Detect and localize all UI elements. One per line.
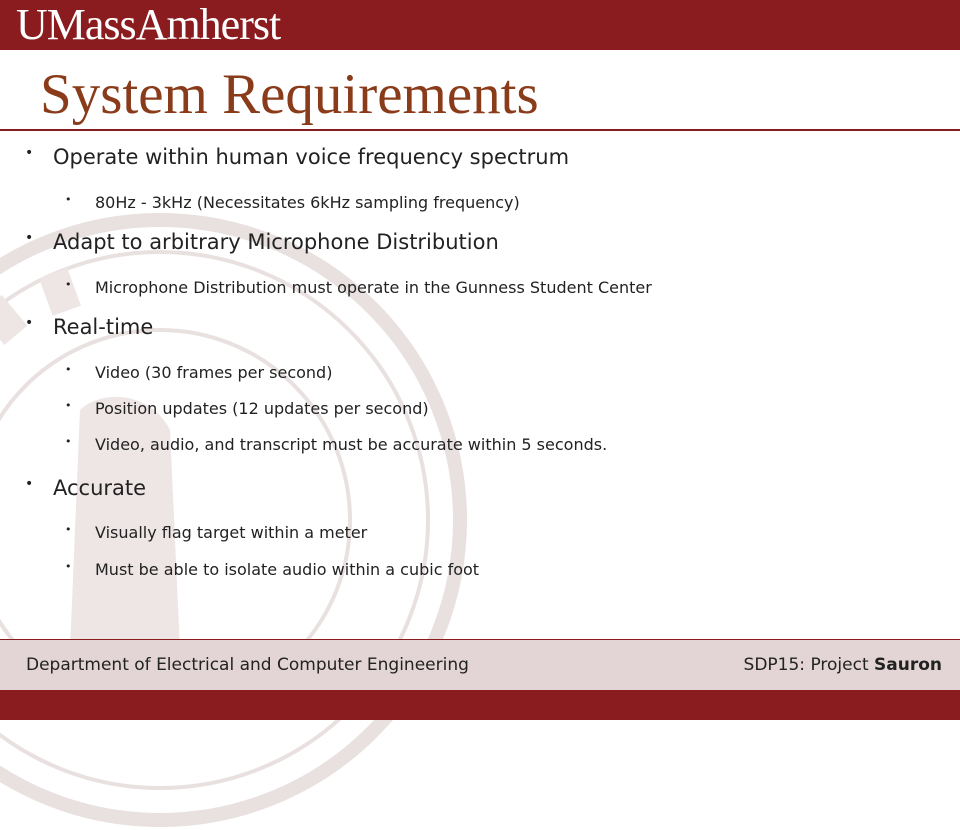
footer-department: Department of Electrical and Computer Engineering [26,655,469,675]
bullet-icon: • [65,363,72,376]
bullet-icon: • [25,145,34,161]
bullet-text: Operate within human voice frequency spectrum [53,145,570,169]
bullet-text: Accurate [53,476,147,500]
bullet-icon: • [65,560,72,573]
footer-project-name: Sauron [874,655,942,675]
bullet-icon: • [65,193,72,206]
bullet-text: Video (30 frames per second) [95,363,333,382]
bullet-text: Visually flag target within a meter [95,523,368,542]
bullet-text: Real-time [53,315,154,339]
bullet-text: Video, audio, and transcript must be accurate within 5 seconds. [95,435,608,454]
bullet-text: 80Hz - 3kHz (Necessitates 6kHz sampling frequency) [95,193,520,212]
slide-title: System Requirements [40,63,539,126]
bullet-text: Must be able to isolate audio within a cubic foot [95,560,480,579]
bullet-icon: • [25,230,34,246]
bullet-text: Microphone Distribution must operate in the Gunness Student Center [95,278,652,297]
bullet-text: Position updates (12 updates per second) [95,399,429,418]
bullet-icon: • [25,476,34,492]
bullet-icon: • [65,399,72,412]
umass-amherst-logo: UMassAmherst [16,0,281,49]
bottom-band [0,690,960,720]
bullet-icon: • [65,523,72,536]
bullet-text: Adapt to arbitrary Microphone Distribution [53,230,499,254]
footer-project-prefix: SDP15: Project [743,655,869,675]
bullet-icon: • [65,435,72,448]
bullet-list [0,131,960,639]
footer-project [744,655,942,675]
bullet-icon: • [25,315,34,331]
bullet-icon: • [65,278,72,291]
